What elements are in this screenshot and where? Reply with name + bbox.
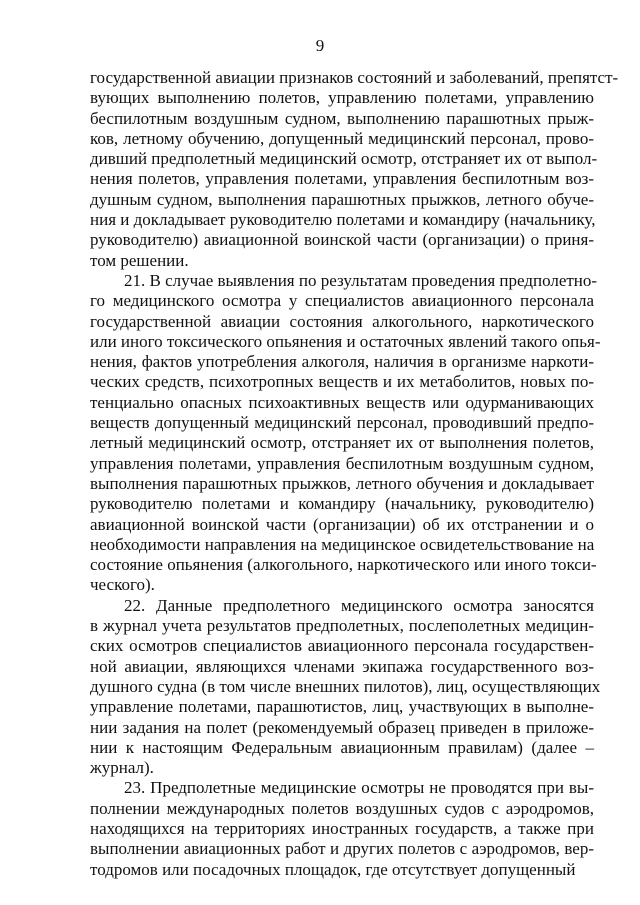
text-line: ческих средств, психотропных веществ и их метаболитов, новых по- — [90, 372, 594, 392]
text-line: вующих выполнению полетов, управлению полетами, управлению — [90, 88, 594, 108]
text-line: нии к настоящим Федеральным авиационным правилам) (далее – — [90, 737, 594, 757]
text-line: выполнении авиационных работ и других полетов с аэродромов, вер- — [90, 839, 594, 859]
text-line: летный медицинский осмотр, отстраняет их от выполнения полетов, — [90, 433, 594, 453]
text-line: нения полетов, управления полетами, управления беспилотным воз- — [90, 169, 594, 189]
paragraph — [90, 68, 619, 271]
text-line: 23. Предполетные медицинские осмотры не проводятся при вы- — [124, 778, 594, 798]
text-line: нения, фактов употребления алкоголя, наличия в организме наркоти- — [90, 352, 594, 372]
text-line: полнении международных полетов воздушных судов с аэродромов, — [90, 798, 594, 818]
text-line: ния и докладывает руководителю полетами и командиру (начальнику, — [90, 210, 596, 230]
document-body — [90, 68, 619, 880]
text-line: государственной авиации признаков состояний и заболеваний, препятст- — [90, 68, 619, 87]
text-line: ной авиации, являющихся членами экипажа государственного воз- — [90, 656, 594, 676]
text-line: необходимости направления на медицинское освидетельствование на — [90, 534, 595, 554]
text-line: нии задания на полет (рекомендуемый образец приведен в приложе- — [90, 717, 594, 737]
text-line: состояние опьянения (алкогольного, наркотического или иного токси- — [90, 555, 597, 575]
text-line: тодромов или посадочных площадок, где отсутствует допущенный — [90, 859, 576, 879]
text-line: управления полетами, управления беспилотным воздушным судном, — [90, 453, 594, 473]
page-number: 9 — [315, 36, 325, 55]
text-line: ческого). — [90, 575, 155, 595]
text-line: веществ допущенный медицинский персонал, проводивший предпо- — [90, 413, 594, 433]
paragraph — [90, 270, 601, 596]
text-line: 22. Данные предполетного медицинского осмотра заносятся — [124, 595, 594, 615]
text-line: беспилотным воздушным судном, выполнению парашютных прыж- — [90, 108, 594, 128]
text-line: или иного токсического опьянения и остаточных явлений такого опья- — [90, 331, 601, 351]
text-line: журнал). — [90, 758, 154, 778]
text-line: управление полетами, парашютистов, лиц, участвующих в выполне- — [90, 697, 594, 717]
text-line: государственной авиации состояния алкогольного, наркотического — [90, 311, 594, 331]
text-line: ских осмотров специалистов авиационного персонала государствен- — [90, 636, 594, 656]
text-line: 21. В случае выявления по результатам проведения предполетно- — [124, 270, 598, 290]
text-line: дивший предполетный медицинский осмотр, отстраняет их от выпол- — [90, 149, 598, 169]
text-line: в журнал учета результатов предполетных, послеполетных медицин- — [90, 616, 594, 636]
text-line: душного судна (в том числе внешних пилотов), лиц, осуществляющих — [90, 676, 601, 696]
text-line: находящихся на территориях иностранных государств, а также при — [90, 818, 594, 838]
text-line: тенциально опасных психоактивных веществ или одурманивающих — [90, 392, 594, 412]
paragraph — [90, 595, 601, 779]
text-line: авиационной воинской части (организации) об их отстранении и о — [90, 514, 594, 534]
text-line: руководителю) авиационной воинской части (организации) о приня- — [90, 230, 594, 250]
text-line: го медицинского осмотра у специалистов авиационного персонала — [90, 291, 594, 311]
text-line: ков, летному обучению, допущенный медицинский персонал, прово- — [90, 128, 594, 148]
text-line: выполнения парашютных прыжков, летного обучения и докладывает — [90, 473, 594, 493]
text-line: душным судном, выполнения парашютных прыжков, летного обуче- — [90, 189, 594, 209]
text-line: руководителю полетами и командиру (начальнику, руководителю) — [90, 494, 594, 514]
text-line: том решении. — [90, 250, 189, 270]
paragraph — [90, 778, 594, 879]
